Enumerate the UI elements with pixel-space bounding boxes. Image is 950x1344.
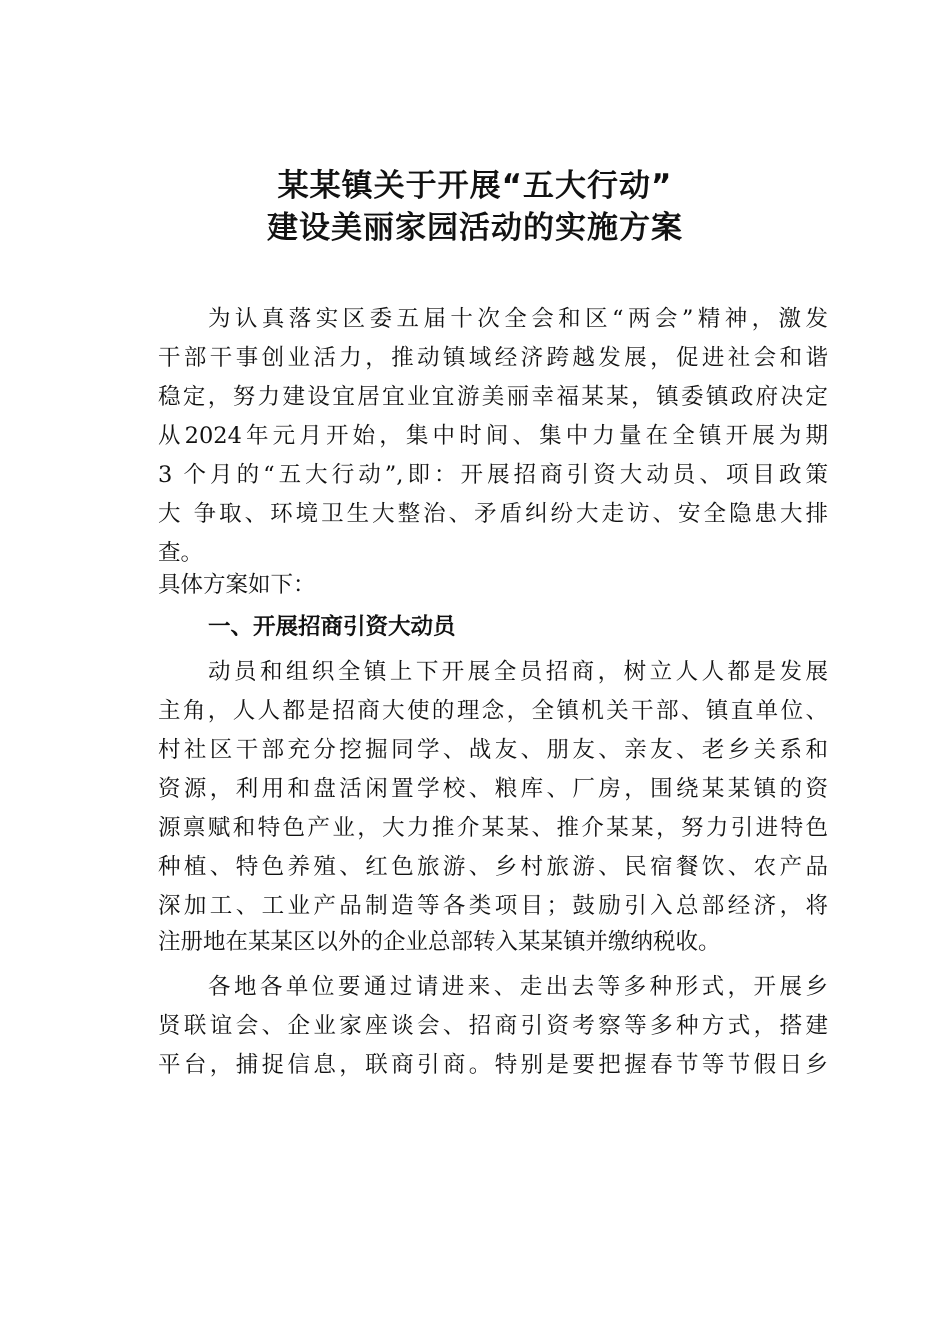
section-1-para-1-line: 资源，利用和盘活闲置学校、粮库、厂房，围绕某某镇的资 [158, 776, 828, 802]
intro-line: 查。 [158, 540, 204, 566]
plan-intro-line: 具体方案如下： [158, 572, 316, 598]
intro-line: 为认真落实区委五届十次全会和区“两会”精神，激发 [208, 306, 828, 332]
intro-line: 3 个月的“五大行动”,即：开展招商引资大动员、项目政策 [158, 462, 828, 488]
intro-line: 稳定，努力建设宜居宜业宜游美丽幸福某某，镇委镇政府决定 [158, 384, 828, 410]
section-1-para-1-line: 主角，人人都是招商大使的理念，全镇机关干部、镇直单位、 [158, 698, 828, 724]
intro-line: 大 争取、环境卫生大整治、矛盾纠纷大走访、安全隐患大排 [158, 501, 828, 527]
section-1-para-1-line: 源禀赋和特色产业，大力推介某某、推介某某，努力引进特色 [158, 815, 828, 841]
section-1-para-2-line: 平台，捕捉信息，联商引商。特别是要把握春节等节假日乡 [158, 1052, 828, 1078]
section-1-para-1-line: 深加工、工业产品制造等各类项目；鼓励引入总部经济，将 [158, 893, 828, 919]
intro-line: 从2024年元月开始，集中时间、集中力量在全镇开展为期 [158, 423, 828, 449]
intro-line: 干部干事创业活力，推动镇域经济跨越发展，促进社会和谐 [158, 345, 828, 371]
document-title-line-2: 建设美丽家园活动的实施方案 [267, 210, 683, 246]
section-1-para-1-line: 种植、特色养殖、红色旅游、乡村旅游、民宿餐饮、农产品 [158, 854, 828, 880]
section-1-para-1-line: 动员和组织全镇上下开展全员招商，树立人人都是发展 [208, 659, 828, 685]
section-1-para-2-line: 贤联谊会、企业家座谈会、招商引资考察等多种方式，搭建 [158, 1013, 828, 1039]
section-1-para-1-line: 注册地在某某区以外的企业总部转入某某镇并缴纳税收。 [158, 929, 721, 955]
section-1-heading: 一、开展招商引资大动员 [208, 614, 456, 640]
section-1-para-2-line: 各地各单位要通过请进来、走出去等多种形式，开展乡 [208, 974, 828, 1000]
section-1-para-1-line: 村社区干部充分挖掘同学、战友、朋友、亲友、老乡关系和 [158, 737, 828, 763]
document-title-line-1: 某某镇关于开展“五大行动” [277, 168, 673, 204]
